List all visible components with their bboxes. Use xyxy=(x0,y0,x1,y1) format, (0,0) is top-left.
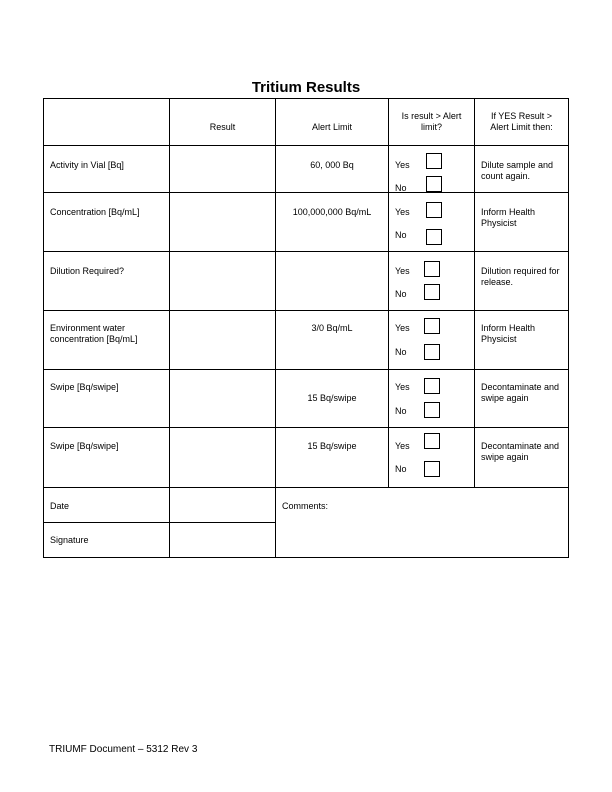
yes-label: Yes xyxy=(395,382,410,392)
row-item-label: Dilution Required? xyxy=(44,252,170,311)
alert-limit-value: 15 Bq/swipe xyxy=(276,370,389,428)
yes-no-cell xyxy=(389,311,475,370)
table-row xyxy=(44,146,569,193)
result-field[interactable] xyxy=(170,252,276,311)
no-checkbox[interactable] xyxy=(424,402,440,418)
table-row xyxy=(44,252,569,311)
header-alert-limit: Alert Limit xyxy=(276,99,389,146)
action-text: Dilution required for release. xyxy=(475,252,569,311)
alert-limit-value: 60, 000 Bq xyxy=(276,146,389,193)
result-field[interactable] xyxy=(170,311,276,370)
yes-no-cell xyxy=(389,146,475,193)
no-checkbox[interactable] xyxy=(424,344,440,360)
no-label: No xyxy=(395,289,407,299)
yes-label: Yes xyxy=(395,441,410,451)
no-checkbox[interactable] xyxy=(424,284,440,300)
signature-label: Signature xyxy=(44,523,170,558)
no-label: No xyxy=(395,406,407,416)
comments-cell[interactable] xyxy=(276,488,569,558)
result-field[interactable] xyxy=(170,146,276,193)
yes-no-cell xyxy=(389,428,475,488)
table-row xyxy=(44,370,569,428)
no-checkbox[interactable] xyxy=(426,229,442,245)
yes-label: Yes xyxy=(395,266,410,276)
yes-checkbox[interactable] xyxy=(424,433,440,449)
header-result: Result xyxy=(170,99,276,146)
result-field[interactable] xyxy=(170,193,276,252)
date-row xyxy=(44,488,569,523)
alert-limit-value: 3/0 Bq/mL xyxy=(276,311,389,370)
alert-limit-value xyxy=(276,252,389,311)
yes-label: Yes xyxy=(395,207,410,217)
yes-no-cell xyxy=(389,252,475,311)
yes-checkbox[interactable] xyxy=(426,153,442,169)
table-row xyxy=(44,193,569,252)
alert-limit-value: 15 Bq/swipe xyxy=(276,428,389,488)
no-label: No xyxy=(395,347,407,357)
no-label: No xyxy=(395,183,407,193)
yes-checkbox[interactable] xyxy=(424,378,440,394)
table-row xyxy=(44,311,569,370)
action-text: Inform Health Physicist xyxy=(475,311,569,370)
row-item-label: Activity in Vial [Bq] xyxy=(44,146,170,193)
no-checkbox[interactable] xyxy=(426,176,442,192)
row-item-label: Swipe [Bq/swipe] xyxy=(44,428,170,488)
date-field[interactable] xyxy=(170,488,276,523)
action-text: Decontaminate and swipe again xyxy=(475,428,569,488)
yes-checkbox[interactable] xyxy=(426,202,442,218)
action-text: Decontaminate and swipe again xyxy=(475,370,569,428)
date-label: Date xyxy=(44,488,170,523)
comments-label: Comments: xyxy=(282,501,329,511)
table-row xyxy=(44,428,569,488)
page-title: Tritium Results xyxy=(251,79,361,96)
no-checkbox[interactable] xyxy=(424,461,440,477)
no-label: No xyxy=(395,230,407,240)
result-field[interactable] xyxy=(170,370,276,428)
result-field[interactable] xyxy=(170,428,276,488)
row-item-label: Swipe [Bq/swipe] xyxy=(44,370,170,428)
no-label: No xyxy=(395,464,407,474)
row-item-label: Environment water concentration [Bq/mL] xyxy=(44,311,170,370)
yes-no-cell xyxy=(389,370,475,428)
header-if-yes: If YES Result > Alert Limit then: xyxy=(475,99,569,146)
document-footer: TRIUMF Document – 5312 Rev 3 xyxy=(49,744,198,755)
action-text: Dilute sample and count again. xyxy=(475,146,569,193)
yes-label: Yes xyxy=(395,323,410,333)
yes-checkbox[interactable] xyxy=(424,261,440,277)
header-is-result-greater: Is result > Alert limit? xyxy=(389,99,475,146)
alert-limit-value: 100,000,000 Bq/mL xyxy=(276,193,389,252)
signature-field[interactable] xyxy=(170,523,276,558)
yes-label: Yes xyxy=(395,160,410,170)
header-item xyxy=(44,99,170,146)
yes-no-cell xyxy=(389,193,475,252)
yes-checkbox[interactable] xyxy=(424,318,440,334)
row-item-label: Concentration [Bq/mL] xyxy=(44,193,170,252)
tritium-results-table xyxy=(43,98,569,558)
header-row xyxy=(44,99,569,146)
action-text: Inform Health Physicist xyxy=(475,193,569,252)
